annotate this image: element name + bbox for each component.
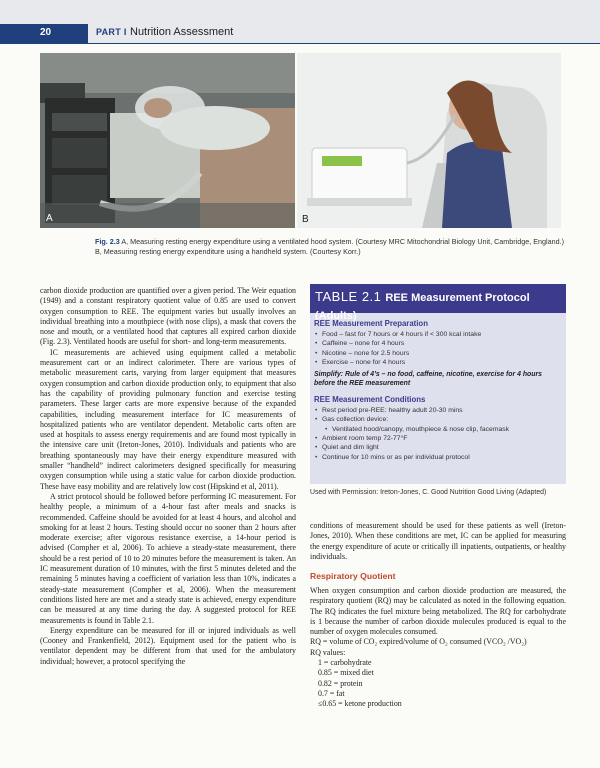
table-header (310, 284, 566, 322)
list-item: • Exercise – none for 4 hours (310, 358, 566, 367)
section-heading: Respiratory Quotient (310, 571, 396, 581)
page-header (0, 0, 600, 44)
body-paragraph: conditions of measurement should be used for these patients as well (Ireton-Jones, 2010). When these conditions are met, IC can be applied for measuring the energy expenditure of acute or critically ill inpatients, outpatients, or healthy individuals. (310, 521, 566, 561)
table-credit: Used with Permission: Ireton-Jones, C. Good Nutrition Good Living (Adapted) (310, 489, 547, 496)
list-item: • Nicotine – none for 2.5 hours (310, 349, 566, 358)
figure-photo-a (40, 53, 295, 228)
rq-value: 1 = carbohydrate (318, 658, 372, 668)
list-item: • Rest period pre-REE: healthy adult 20-30 mins (310, 406, 566, 415)
right-column-top (310, 521, 566, 562)
figure-caption-text: A, Measuring resting energy expenditure using a ventilated hood system. (Courtesy MRC Mitochondrial Biology Unit, Cambridge, England.) B, Measuring resting energy expenditure using a handheld system. (Courtesy Korr.) (95, 237, 565, 256)
body-paragraph: When oxygen consumption and carbon dioxide production are measured, the respiratory quotient (RQ) may be calculated as noted in the following equation. The RQ indicates the fuel mixture being metabolized. The RQ for carbohydrate is 1 because the number of carbon dioxide molecules produced is equal to the number of oxygen molecules consumed. (310, 586, 566, 637)
list-item: • Gas collection device: (310, 415, 566, 424)
page-number: 20 (40, 27, 52, 38)
rq-values-label: RQ values: (310, 647, 346, 657)
table-section-heading: REE Measurement Preparation (314, 319, 428, 328)
table-simplify-note: Simplify: Rule of 4’s – no food, caffeine, nicotine, exercise for 4 hours before the REE measurement (314, 370, 542, 388)
figure-caption (95, 237, 565, 257)
rq-value: ≤0.65 = ketone production (318, 699, 402, 709)
table-2-1 (310, 284, 566, 484)
body-paragraph: Energy expenditure can be measured for ill or injured individuals as well (Cooney and Frankenfield, 2012). Equipment used for the patient who is ventilator dependent may be different from that used for the ambulatory individual; however, a protocol specifying the (40, 625, 296, 666)
figure-label-b: B (302, 214, 309, 225)
figure-photo-b (297, 53, 561, 228)
list-item: • Ambient room temp 72-77°F (310, 434, 566, 443)
list-item: • Caffeine – none for 4 hours (310, 339, 566, 348)
table-section-heading: REE Measurement Conditions (314, 394, 426, 404)
part-label: PART I (96, 27, 127, 37)
list-item: • Food – fast for 7 hours or 4 hours if < 300 kcal intake (310, 330, 566, 339)
header-rule (88, 43, 600, 44)
table-title: REE Measurement Protocol (Adults) (315, 292, 530, 322)
body-paragraph: A strict protocol should be followed before performing IC measurement. For healthy people, a minimum of a 4-hour fast after meals and snacks is recommended. Caffeine should be avoided for at least 4 hours, and alcohol and smoking for at least 2 hours. Testing should occur no sooner than 2 hours after moderate exercise; after vigorous resistance exercise, a 14-hour period is advised (Compher et al, 2006). To achieve a steady-state measurement, there should be a rest period of 10 to 20 minutes before the measurement is taken. An IC measurement duration of 10 minutes, with the first 5 minutes deleted and the remaining 5 minutes having a coefficient of variation less than 10%, indicates a steady-state measurement (Compher et al, 2006). When the measurement conditions listed here are met and a steady state is achieved, energy expenditure can be measured at any time during the day. A suggested protocol for REE measurements is found in Table 2.1. (40, 491, 296, 625)
list-item: • Quiet and dim light (310, 443, 566, 452)
rq-value: 0.85 = mixed diet (318, 668, 374, 678)
figure-caption-label: Fig. 2.3 (95, 237, 120, 246)
list-item: • Continue for 10 mins or as per individual protocol (310, 453, 566, 462)
list-subitem: • Ventilated hood/canopy, mouthpiece & nose clip, facemask (310, 425, 566, 434)
part-title: Nutrition Assessment (130, 26, 234, 38)
figure-label-a: A (46, 213, 53, 224)
rq-value: 0.82 = protein (318, 678, 363, 688)
table-label: TABLE 2.1 (315, 289, 382, 304)
body-paragraph: IC measurements are achieved using equipment called a metabolic measurement cart or an indirect calorimeter. There are various types of metabolic measurement carts, varying from larger equipment that measures oxygen consumption and carbon dioxide production only, to equipment that also has the capability of providing pulmonary function and exercise testing parameters. These larger carts are more expensive because of the expanded capabilities, including measurement interface for IC measurements of hospitalized patients who are ventilator dependent. Metabolic carts often are used at hospitals to assess energy requirements and are found most typically in the intensive care unit (Ireton-Jones, 2010). Individuals and patients who are breathing spontaneously may have their energy expenditure measured with smaller “handheld” indirect calorimeters designed specifically for measuring oxygen consumption while using a static value for carbon dioxide production. These have easy mobility and are relatively low cost (Hipskind et al, 2011). (40, 347, 296, 491)
left-column (40, 286, 296, 667)
rq-equation: RQ = volume of CO₂ expired/volume of O₂ consumed (VCO₂ /VO₂) (310, 637, 527, 647)
right-column-bottom (310, 586, 566, 710)
rq-value: 0.7 = fat (318, 688, 345, 698)
body-paragraph: carbon dioxide production are quantified over a given period. The Weir equation (1949) and a constant respiratory quotient value of 0.85 are used to convert oxygen consumption to REE. The equipment varies but usually involves an individual breathing into a mouthpiece (with nose clips), a mask that covers the nose and mouth, or a ventilated hood that captures all expired carbon dioxide (Fig. 2.3). Ventilated hoods are useful for short- and long-term measurements. (40, 286, 296, 347)
